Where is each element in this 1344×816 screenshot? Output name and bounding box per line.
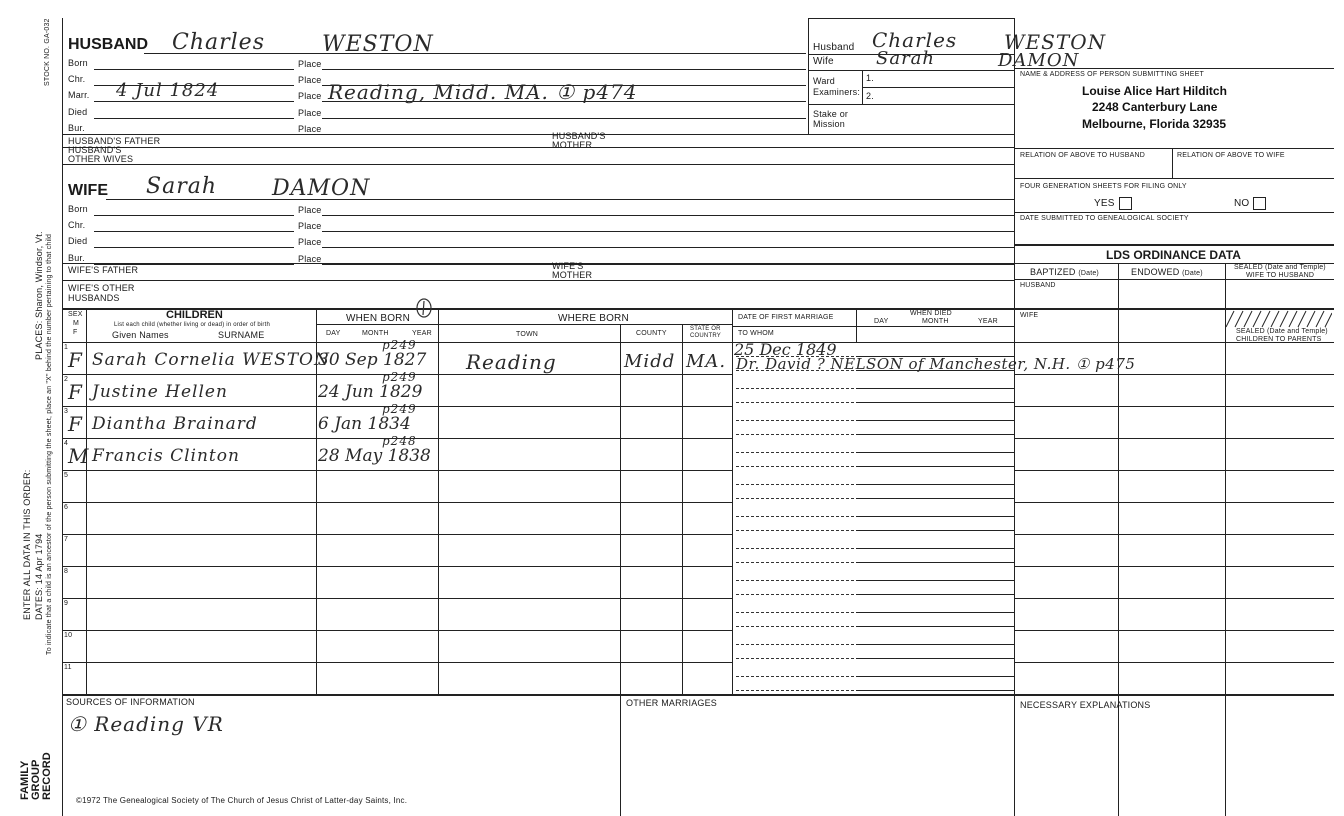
wife-row-label: Died (68, 236, 88, 246)
child-town[interactable]: Reading (466, 350, 557, 374)
when-died-label: WHEN DIED (910, 310, 952, 317)
died-day-label: DAY (874, 318, 889, 325)
wife-place-line (322, 264, 1014, 265)
to-whom-dash-line (736, 562, 854, 563)
wife-label: WIFE (68, 182, 108, 199)
date-submitted-top (1014, 212, 1334, 213)
child-name[interactable]: Francis Clinton (92, 446, 240, 466)
died-line (856, 452, 1014, 453)
child-number: 6 (64, 504, 69, 511)
wife-father-line (62, 280, 1014, 281)
child-row-line (62, 598, 732, 599)
child-county[interactable]: Midd (624, 351, 676, 372)
relation-divider (1172, 148, 1173, 178)
sealed-hatch-icon (1226, 310, 1332, 328)
husband-date-line (94, 118, 294, 119)
county-label: COUNTY (636, 330, 667, 337)
husband-place-label: Place (298, 59, 322, 69)
sex-m: M (73, 320, 80, 327)
child-born[interactable]: 28 May 1838 (318, 446, 431, 466)
child-number: 7 (64, 536, 69, 543)
wife-other-2: HUSBANDS (68, 293, 120, 303)
marriage-dash-line (736, 516, 854, 517)
child-number: 8 (64, 568, 69, 575)
to-whom-line (856, 690, 1014, 691)
wife-place-line (322, 247, 1014, 248)
children-table-bottom (62, 694, 1334, 696)
husband-place-line (322, 118, 806, 119)
four-gen-label: FOUR GENERATION SHEETS FOR FILING ONLY (1020, 183, 1187, 190)
child-number: 1 (64, 344, 69, 351)
husband-other-wives-2: OTHER WIVES (68, 154, 134, 164)
town-col (620, 324, 621, 694)
child-sex[interactable]: M (68, 444, 90, 468)
four-gen-top (1014, 178, 1334, 179)
husband-date-line (94, 101, 294, 102)
child-ref[interactable]: p249 (382, 338, 417, 352)
born-month-label: MONTH (362, 330, 389, 337)
wife-row-label: Born (68, 204, 88, 214)
lds-row-line (1014, 406, 1334, 407)
sex-f: F (73, 329, 78, 336)
to-whom-dash-line (736, 626, 854, 627)
died-line (856, 516, 1014, 517)
relation-top (1014, 148, 1334, 149)
lds-row-line (1014, 598, 1334, 599)
husband-row-label: Died (68, 107, 88, 117)
to-whom-line (856, 402, 1014, 403)
born-subheader-line (316, 324, 732, 325)
first-marriage-label: DATE OF FIRST MARRIAGE (738, 314, 834, 321)
child-born[interactable]: 24 Jun 1829 (318, 382, 423, 402)
side-order-instruction: ENTER ALL DATA IN THIS ORDER: (22, 469, 32, 620)
wife-place-label: Place (298, 254, 322, 264)
footer-divider (620, 694, 621, 816)
child-number: 9 (64, 600, 69, 607)
died-line (856, 580, 1014, 581)
lds-endowed (1131, 267, 1203, 277)
sex-col (86, 308, 87, 694)
husband-father-label: HUSBAND'S FATHER (68, 136, 161, 146)
box-husband-label: Husband (813, 42, 855, 53)
lds-top (1014, 244, 1334, 246)
child-state[interactable]: MA. (686, 351, 727, 372)
box-husband-surname[interactable]: WESTON (1004, 30, 1107, 54)
child-number: 10 (64, 632, 73, 639)
wife-place-label: Place (298, 237, 322, 247)
necessary-explanations-label: NECESSARY EXPLANATIONS (1020, 700, 1151, 710)
husband-given[interactable]: Charles (172, 30, 265, 55)
husband-row-label: Bur. (68, 123, 85, 133)
submitter-street: 2248 Canterbury Lane (1092, 100, 1218, 114)
to-whom-dash-line (736, 466, 854, 467)
examiner-mid-line (862, 87, 1014, 88)
child-ref[interactable]: p249 (382, 370, 417, 384)
sex-label: SEX (68, 311, 83, 318)
wife-surname[interactable]: DAMON (272, 176, 371, 201)
lds-row-line (1014, 566, 1334, 567)
relation-husband-label: RELATION OF ABOVE TO HUSBAND (1020, 152, 1146, 159)
endowed-date: (Date) (1182, 270, 1203, 277)
yes-option[interactable] (1094, 197, 1132, 210)
to-whom-line (856, 658, 1014, 659)
child-marriage[interactable]: 25 Dec 1849 (734, 340, 837, 359)
wife-section-bottom (62, 308, 1334, 310)
date-submitted-label: DATE SUBMITTED TO GENEALOGICAL SOCIETY (1020, 215, 1189, 222)
child-name[interactable]: Justine Hellen (92, 382, 228, 402)
marriage-dash-line (736, 580, 854, 581)
lds-col-2 (1225, 263, 1226, 816)
town-label: TOWN (516, 331, 539, 338)
header-box-left (808, 18, 809, 134)
surname-label: SURNAME (218, 330, 265, 340)
wife-place-label: Place (298, 205, 322, 215)
child-ref[interactable]: p248 (382, 434, 417, 448)
examiner-2: 2. (866, 91, 874, 101)
to-whom-dash-line (736, 434, 854, 435)
marriage-dash-line (736, 388, 854, 389)
child-born[interactable]: 30 Sep 1827 (318, 350, 427, 370)
submitter-city: Melbourne, Florida 32935 (1082, 117, 1227, 131)
child-sex[interactable]: F (68, 412, 83, 436)
lds-row-line (1014, 438, 1334, 439)
husband-row-label: Marr. (68, 90, 90, 100)
examiner-1: 1. (866, 73, 874, 83)
marriage-dash-line (736, 612, 854, 613)
side-ancestor-note: To indicate that a child is an ancestor of the person submitting the sheet, place an "X" behind the number pertaining to that child (46, 233, 53, 655)
box-line-2 (808, 70, 1014, 71)
lds-wife-label: WIFE (1020, 312, 1039, 319)
marriage-col (856, 308, 857, 342)
lds-row-line (1014, 630, 1334, 631)
box-line-3 (808, 104, 1014, 105)
child-name[interactable]: Sarah Cornelia WESTON (92, 350, 330, 370)
state-col (732, 308, 733, 694)
child-number: 2 (64, 376, 69, 383)
died-line (856, 676, 1014, 677)
marriage-subheader-line (732, 326, 1014, 327)
to-whom-dash-line (736, 690, 854, 691)
lds-header-line (1014, 279, 1334, 280)
marriage-dash-line (736, 420, 854, 421)
child-row-line (62, 630, 732, 631)
stake-label-2: Mission (813, 119, 845, 129)
wife-date-line (94, 231, 294, 232)
wife-place-line (322, 231, 1014, 232)
wife-rows-bottom (62, 263, 1014, 264)
county-col (682, 324, 683, 694)
sealed-wh-2: WIFE TO HUSBAND (1246, 272, 1315, 279)
sources-label: SOURCES OF INFORMATION (66, 697, 195, 707)
where-born-label: WHERE BORN (558, 313, 629, 324)
child-row-line (62, 566, 732, 567)
died-line (856, 420, 1014, 421)
wife-given[interactable]: Sarah (146, 174, 217, 199)
right-column-border (1014, 18, 1015, 816)
no-option[interactable] (1234, 197, 1266, 210)
side-dates: DATES: 14 Apr 1794 (34, 533, 44, 620)
child-row-line (62, 534, 732, 535)
given-names-label: Given Names (112, 330, 169, 340)
sealed-cp-1: SEALED (Date and Temple) (1236, 328, 1328, 335)
endowed-label: ENDOWED (1131, 267, 1180, 277)
citation-circle-icon (412, 296, 436, 320)
child-row-line (62, 502, 732, 503)
box-husband-given[interactable]: Charles (872, 28, 958, 52)
to-whom-label: TO WHOM (738, 330, 774, 337)
left-border (62, 18, 63, 816)
state-label-1: STATE OR (690, 326, 721, 332)
died-line (856, 388, 1014, 389)
wife-father-label: WIFE'S FATHER (68, 265, 139, 275)
child-ref[interactable]: p249 (382, 402, 417, 416)
box-wife-surname[interactable]: DAMON (998, 50, 1080, 71)
sealed-wh-1: SEALED (Date and Temple) (1234, 264, 1326, 271)
died-line (856, 612, 1014, 613)
marriage-dash-line (736, 548, 854, 549)
relation-wife-label: RELATION OF ABOVE TO WIFE (1177, 152, 1285, 159)
lds-row-line (1014, 470, 1334, 471)
husband-place-label: Place (298, 108, 322, 118)
when-born-label: WHEN BORN (346, 313, 411, 324)
to-whom-line (856, 594, 1014, 595)
stake-label-1: Stake or (813, 109, 849, 119)
box-wife-given[interactable]: Sarah (876, 48, 935, 69)
wife-row-label: Bur. (68, 253, 85, 263)
husband-place-label: Place (298, 124, 322, 134)
husband-label: HUSBAND (68, 36, 148, 53)
husband-rows-bottom (62, 134, 1014, 135)
child-name[interactable]: Diantha Brainard (92, 414, 258, 434)
husband-place-label: Place (298, 91, 322, 101)
to-whom-dash-line (736, 658, 854, 659)
husband-father-line (62, 147, 1014, 148)
husband-row-date[interactable]: 4 Jul 1824 (116, 80, 220, 101)
wife-place-line (322, 215, 1014, 216)
child-number: 5 (64, 472, 69, 479)
husband-place-line (322, 69, 806, 70)
to-whom-line (856, 466, 1014, 467)
wife-mother-label-1: WIFE'S (552, 261, 584, 271)
copyright: ©1972 The Genealogical Society of The Church of Jesus Christ of Latter-day Saints, Inc. (76, 796, 408, 805)
child-number: 4 (64, 440, 69, 447)
husband-section-bottom (62, 164, 1014, 165)
baptized-label: BAPTIZED (1030, 267, 1076, 277)
ward-label: Ward (813, 76, 835, 86)
child-sex[interactable]: F (68, 348, 83, 372)
yes-label: YES (1094, 198, 1115, 210)
children-title: CHILDREN (166, 309, 223, 321)
child-number: 3 (64, 408, 69, 415)
no-checkbox[interactable] (1253, 197, 1266, 210)
stock-number: STOCK NO. GA-032 (44, 18, 51, 86)
child-number: 11 (64, 664, 72, 671)
examiners-label: Examiners: (813, 87, 861, 97)
born-col (438, 308, 439, 694)
husband-mother-label-1: HUSBAND'S (552, 131, 606, 141)
husband-mother-label-2: MOTHER (552, 140, 593, 150)
submitter-name: Louise Alice Hart Hilditch (1082, 84, 1227, 98)
died-month-label: MONTH (922, 318, 949, 325)
sources-value[interactable]: ① Reading VR (68, 712, 224, 736)
lds-row-line (1014, 502, 1334, 503)
sealed-cp-2: CHILDREN TO PARENTS (1236, 336, 1322, 343)
child-row-line (62, 470, 732, 471)
other-marriages-label: OTHER MARRIAGES (626, 698, 718, 708)
died-line (856, 548, 1014, 549)
to-whom-dash-line (736, 530, 854, 531)
side-places: PLACES: Sharon, Windsor, Vt. (34, 231, 44, 360)
to-whom-dash-line (736, 594, 854, 595)
lds-row-line (1014, 662, 1334, 663)
wife-mother-label-2: MOTHER (552, 270, 593, 280)
child-born[interactable]: 6 Jan 1834 (318, 414, 411, 434)
to-whom-line (856, 434, 1014, 435)
lds-col-1 (1118, 263, 1119, 816)
no-label: NO (1234, 198, 1250, 210)
child-row-line (62, 662, 732, 663)
to-whom-line (856, 530, 1014, 531)
wife-name-line (106, 199, 1014, 200)
children-header-bottom (62, 342, 1334, 343)
yes-checkbox[interactable] (1119, 197, 1132, 210)
lds-baptized (1030, 267, 1099, 277)
to-whom-dash-line (736, 402, 854, 403)
marriage-dash-line (736, 452, 854, 453)
form-title: FAMILY GROUP RECORD (19, 752, 53, 800)
husband-other-wives-1: HUSBAND'S (68, 145, 122, 155)
wife-date-line (94, 247, 294, 248)
state-label-2: COUNTRY (690, 333, 721, 339)
wife-place-label: Place (298, 221, 322, 231)
marriage-dash-line (736, 676, 854, 677)
lds-row-line (1014, 534, 1334, 535)
died-line (856, 644, 1014, 645)
submitter-label: NAME & ADDRESS OF PERSON SUBMITTING SHEET (1020, 71, 1205, 78)
husband-row-place[interactable]: Reading, Midd. MA. ① p474 (328, 80, 638, 104)
child-sex[interactable]: F (68, 380, 83, 404)
lds-husband-label: HUSBAND (1020, 282, 1056, 289)
header-box-top (808, 18, 1014, 19)
died-year-label: YEAR (978, 318, 998, 325)
wife-date-line (94, 215, 294, 216)
wife-other-1: WIFE'S OTHER (68, 283, 135, 293)
wife-row-label: Chr. (68, 220, 86, 230)
died-line (856, 484, 1014, 485)
born-day-label: DAY (326, 330, 341, 337)
children-list-note: List each child (whether living or dead) in order of birth (114, 322, 271, 328)
husband-date-line (94, 69, 294, 70)
husband-row-label: Chr. (68, 74, 86, 84)
husband-surname[interactable]: WESTON (322, 32, 434, 57)
to-whom-line (856, 562, 1014, 563)
lds-row-line (1014, 374, 1334, 375)
husband-place-label: Place (298, 75, 322, 85)
born-year-label: YEAR (412, 330, 432, 337)
baptized-date: (Date) (1078, 270, 1099, 277)
husband-row-label: Born (68, 58, 88, 68)
to-whom-line (856, 498, 1014, 499)
to-whom-line (856, 626, 1014, 627)
to-whom-dash-line (736, 498, 854, 499)
marriage-dash-line (736, 484, 854, 485)
box-wife-label: Wife (813, 56, 834, 67)
child-spouse[interactable]: Dr. David ? NELSON of Manchester, N.H. ① p475 (736, 355, 1136, 373)
lds-title: LDS ORDINANCE DATA (1106, 248, 1241, 262)
marriage-dash-line (736, 644, 854, 645)
